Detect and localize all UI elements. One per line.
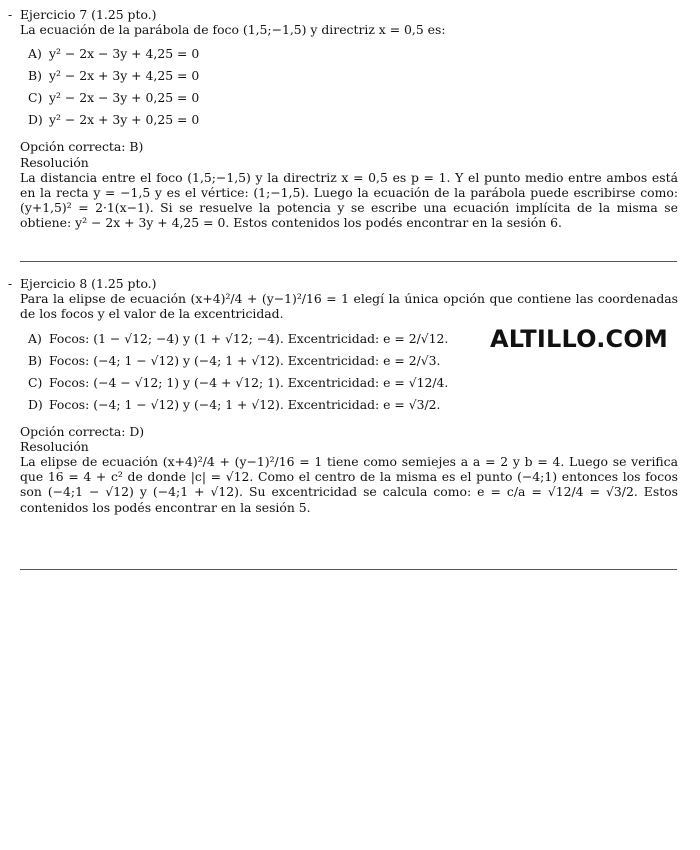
exercise-7-title: Ejercicio 7 (1.25 pto.) bbox=[20, 7, 157, 22]
option-letter: A) bbox=[28, 330, 42, 346]
option-letter: B) bbox=[28, 68, 42, 84]
exercise-7-options bbox=[28, 46, 678, 128]
option-letter: A) bbox=[28, 46, 42, 62]
exercise-7-question: La ecuación de la parábola de foco (1,5;−1,5) y directriz x = 0,5 es: bbox=[20, 22, 446, 38]
section-divider bbox=[20, 261, 677, 262]
option-text: y² − 2x − 3y + 0,25 = 0 bbox=[49, 90, 200, 106]
exercise-8-question: Para la elipse de ecuación (x+4)²/4 + (y−1)²/16 = 1 elegí la única opción que contiene las coordenadas de los focos y el valor de la excentricidad. bbox=[20, 291, 678, 322]
option-text: y² − 2x + 3y + 4,25 = 0 bbox=[49, 68, 200, 84]
option-text: Focos: (−4 − √12; 1) y (−4 + √12; 1). Excentricidad: e = √12/4. bbox=[49, 374, 449, 390]
bullet-dash: - bbox=[8, 276, 13, 291]
exercise-8-title: Ejercicio 8 (1.25 pto.) bbox=[20, 276, 157, 291]
exercise-7-header bbox=[8, 7, 678, 22]
option-letter: D) bbox=[28, 396, 43, 412]
correct-answer: Opción correcta: B) bbox=[20, 139, 144, 155]
section-divider bbox=[20, 569, 677, 570]
resolution-label: Resolución bbox=[20, 154, 89, 170]
option-letter: C) bbox=[28, 374, 43, 390]
option-c bbox=[28, 375, 678, 391]
option-b bbox=[28, 353, 678, 369]
option-text: Focos: (1 − √12; −4) y (1 + √12; −4). Excentricidad: e = 2/√12. bbox=[49, 330, 449, 346]
option-letter: D) bbox=[28, 112, 43, 128]
option-letter: B) bbox=[28, 352, 42, 368]
resolution-text: La distancia entre el foco (1,5;−1,5) y la directriz x = 0,5 es p = 1. Y el punto medio entre ambos está en la recta y = −1,5 y es el vértice: (1;−1,5). Luego la ecuación de la parábola puede escribirse como: (y+1,5)² = 2·1(x−1). Si se resuelve la potencia y se escribe una ecuación implícita de la misma se obtiene: y² − 2x + 3y + 4,25 = 0. Estos contenidos los podés encontrar en la sesión 6. bbox=[20, 169, 678, 231]
option-d bbox=[28, 397, 678, 413]
resolution-label: Resolución bbox=[20, 438, 89, 454]
option-text: Focos: (−4; 1 − √12) y (−4; 1 + √12). Excentricidad: e = √3/2. bbox=[49, 396, 441, 412]
option-c bbox=[28, 90, 678, 106]
option-text: y² − 2x − 3y + 4,25 = 0 bbox=[49, 46, 200, 62]
resolution-text: La elipse de ecuación (x+4)²/4 + (y−1)²/16 = 1 tiene como semiejes a a = 2 y b = 4. Luego se verifica que 16 = 4 + c² de donde |c| = √12. Como el centro de la misma es el punto (−4;1) entonces los focos son (−4;1 − √12) y (−4;1 + √12). Su excentricidad se calcula como: e = c/a = √12/4 = √3/2. Estos contenidos los podés encontrar en la sesión 5. bbox=[20, 454, 678, 515]
option-text: Focos: (−4; 1 − √12) y (−4; 1 + √12). Excentricidad: e = 2/√3. bbox=[49, 352, 441, 368]
option-a bbox=[28, 46, 678, 62]
bullet-dash: - bbox=[8, 7, 13, 22]
option-letter: C) bbox=[28, 90, 43, 106]
option-text: y² − 2x + 3y + 0,25 = 0 bbox=[49, 112, 200, 128]
watermark-logo: ALTILLO.COM bbox=[490, 325, 669, 353]
option-b bbox=[28, 68, 678, 84]
exercise-8-header bbox=[8, 276, 678, 291]
correct-answer: Opción correcta: D) bbox=[20, 423, 145, 439]
option-d bbox=[28, 112, 678, 128]
exercise-8 bbox=[8, 276, 678, 515]
exercise-7 bbox=[8, 7, 678, 231]
